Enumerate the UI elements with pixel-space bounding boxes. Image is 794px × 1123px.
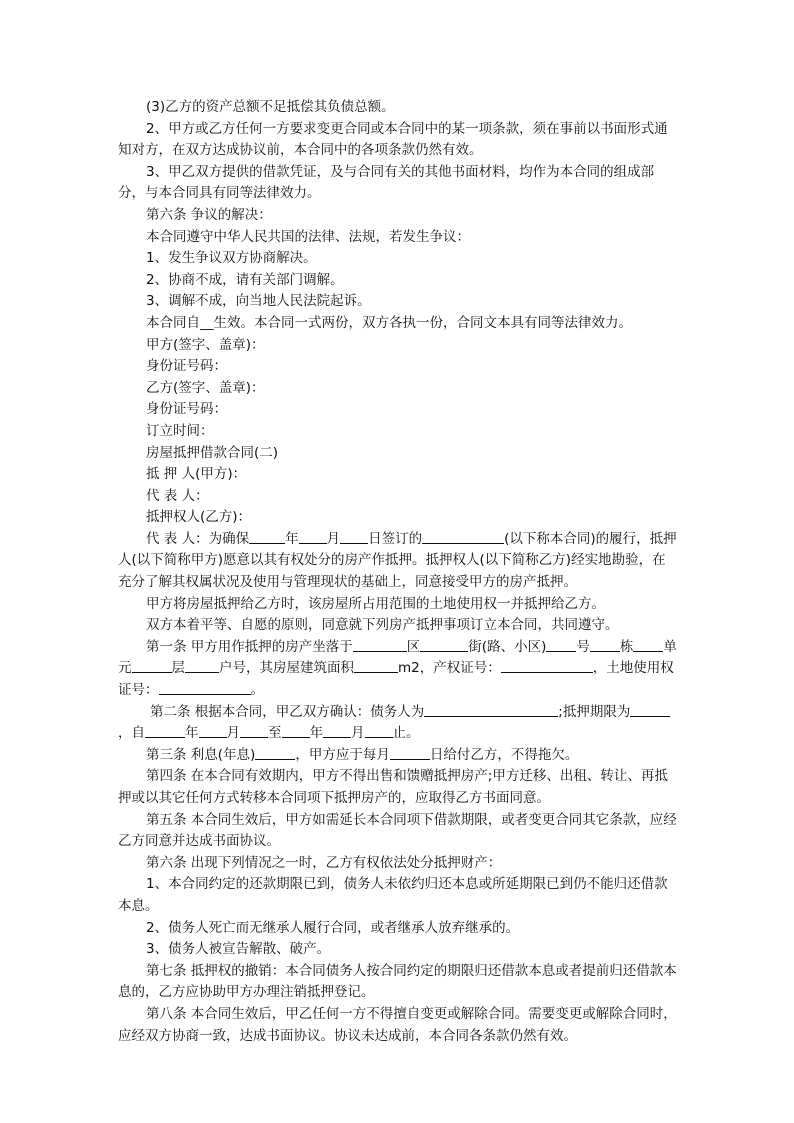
text-run: ，自	[118, 725, 145, 742]
fill-blank	[249, 529, 285, 544]
clause-line: 2、债务人死亡而无继承人履行合同，或者继承人放弃继承的。	[146, 919, 520, 936]
fill-blank	[299, 529, 327, 544]
party-label: 抵押权人(乙方)：	[146, 509, 252, 526]
fill-blank	[354, 658, 398, 673]
text-run: 年	[309, 725, 323, 742]
fill-blank	[132, 658, 172, 673]
text-run: 年	[185, 725, 199, 742]
fill-blank	[424, 702, 558, 717]
fill-blank	[185, 658, 219, 673]
fill-blank	[420, 637, 468, 652]
fill-blank	[422, 529, 504, 544]
article-heading: 第六条 出现下列情况之一时，乙方有权依法处分抵押财产：	[146, 854, 502, 871]
clause-line: (3)乙方的资产总额不足抵偿其负债总额。	[146, 99, 395, 115]
text-run: 层	[171, 660, 185, 677]
fill-blank	[323, 723, 351, 738]
clause-paragraph	[118, 529, 678, 594]
fill-blank	[365, 723, 393, 738]
text-run: ，土地使用权证号：	[118, 660, 674, 699]
text-run: 代 表 人：为确保	[146, 530, 250, 547]
party-label: 抵 押 人(甲方)：	[146, 466, 247, 483]
party-label: 代 表 人：	[146, 487, 209, 504]
text-run: 月	[226, 725, 240, 742]
clause-paragraph: 1、本合同约定的还款期限已到，债务人未依约归还本息或所延期限已到仍不能归还借款本息。	[118, 876, 668, 914]
text-run: 第二条 根据本合同，甲乙双方确认：债务人为	[150, 703, 425, 720]
text-run: 区	[406, 638, 421, 655]
text-run: 月	[326, 530, 341, 547]
text-run: 单元	[118, 638, 677, 677]
fill-blank	[240, 723, 268, 738]
document-page	[118, 97, 678, 1047]
clause-paragraph: 第四条 在本合同有效期内，甲方不得出售和馈赠抵押房产;甲方迁移、出租、转让、再抵押或以其它任何方式转移本合同项下抵押房产的，应取得乙方书面同意。	[118, 768, 668, 806]
text-run: 第一条 甲方用作抵押的房产坐落于	[146, 638, 353, 655]
text-run: 号	[576, 638, 590, 655]
text-run: 街(路、小区)	[468, 638, 547, 655]
fill-blank	[159, 680, 251, 695]
fill-blank	[501, 658, 593, 673]
text-run: 第三条 利息(年息)	[146, 746, 256, 763]
clause-line: 本合同自__生效。本合同一式两份，双方各执一份，合同文本具有同等法律效力。	[146, 314, 632, 331]
fill-blank	[633, 637, 663, 652]
text-run: m2，产权证号：	[398, 660, 501, 677]
text-run: 日签订的	[368, 530, 423, 547]
fill-blank	[353, 637, 407, 652]
fill-blank	[282, 723, 310, 738]
id-number-label: 身份证号码：	[146, 401, 227, 418]
fill-blank	[590, 637, 620, 652]
clause-paragraph: 第七条 抵押权的撤销：本合同债务人按合同约定的期限归还借款本息或者提前归还借款本息的，乙方应协助甲方办理注销抵押登记。	[118, 962, 677, 1001]
clause-paragraph	[118, 702, 678, 745]
clause-line: 本合同遵守中华人民共国的法律、法规，若发生争议：	[146, 228, 470, 245]
text-run: 止。	[392, 725, 420, 742]
contract-title: 房屋抵押借款合同(二)	[146, 444, 279, 461]
fill-blank	[340, 529, 368, 544]
fill-blank	[390, 745, 430, 760]
fill-blank	[145, 723, 185, 738]
article-heading: 第六条 争议的解决：	[146, 206, 272, 223]
text-run: 栋	[619, 638, 634, 655]
fill-blank	[546, 637, 576, 652]
text-run: 。	[250, 682, 264, 699]
clause-paragraph	[118, 745, 678, 767]
fill-blank	[255, 745, 295, 760]
clause-line: 3、调解不成，向当地人民法院起诉。	[146, 293, 371, 310]
fill-blank	[630, 702, 670, 717]
text-run: 日给付乙方，不得拖欠。	[429, 746, 579, 763]
signature-label: 乙方(签字、盖章)：	[146, 379, 265, 396]
clause-paragraph	[118, 637, 678, 702]
clause-paragraph: 甲方将房屋抵押给乙方时，该房屋所占用范围的土地使用权一并抵押给乙方。	[146, 595, 605, 612]
id-number-label: 身份证号码：	[146, 358, 227, 375]
clause-paragraph: 2、甲方或乙方任何一方要求变更合同或本合同中的某一项条款，须在事前以书面形式通知对方，在双方达成协议前，本合同中的各项条款仍然有效。	[118, 120, 668, 159]
clause-line: 1、发生争议双方协商解决。	[146, 250, 317, 267]
text-run: 户号，其房屋建筑面积	[219, 660, 354, 677]
clause-paragraph: 第八条 本合同生效后，甲乙任何一方不得擅自变更或解除合同。需要变更或解除合同时，应经双方协商一致，达成书面协议。协议未达成前，本合同各条款仍然有效。	[118, 1005, 677, 1044]
clause-line: 3、债务人被宣告解散、破产。	[146, 941, 331, 958]
text-run: 年	[285, 530, 299, 547]
text-run: 月	[351, 725, 365, 742]
clause-paragraph: 双方本着平等、自愿的原则，同意就下列房产抵押事项订立本合同，共同遵守。	[146, 617, 619, 634]
fill-blank	[199, 723, 227, 738]
text-run: 至	[268, 725, 282, 742]
clause-paragraph: 第五条 本合同生效后，甲方如需延长本合同项下借款期限，或者变更合同其它条款，应经乙方同意并达成书面协议。	[118, 811, 677, 850]
text-run: (以下称本合同)的履行，抵押人(以下简称甲方)愿意以其有权处分的房产作抵押。抵押权人(以下简称乙方)经实地勘验，在充分了解其权属状况及使用与管理现状的基础上，同意接受甲方的房产抵押。	[118, 530, 677, 591]
text-run: ，甲方应于每月	[295, 746, 390, 763]
date-label: 订立时间：	[146, 422, 214, 439]
clause-paragraph: 3、甲乙双方提供的借款凭证，及与合同有关的其他书面材料，均作为本合同的组成部分，与本合同具有同等法律效力。	[118, 163, 655, 202]
clause-line: 2、协商不成，请有关部门调解。	[146, 271, 344, 288]
text-run: ;抵押期限为	[558, 703, 631, 720]
signature-label: 甲方(签字、盖章)：	[146, 336, 265, 353]
